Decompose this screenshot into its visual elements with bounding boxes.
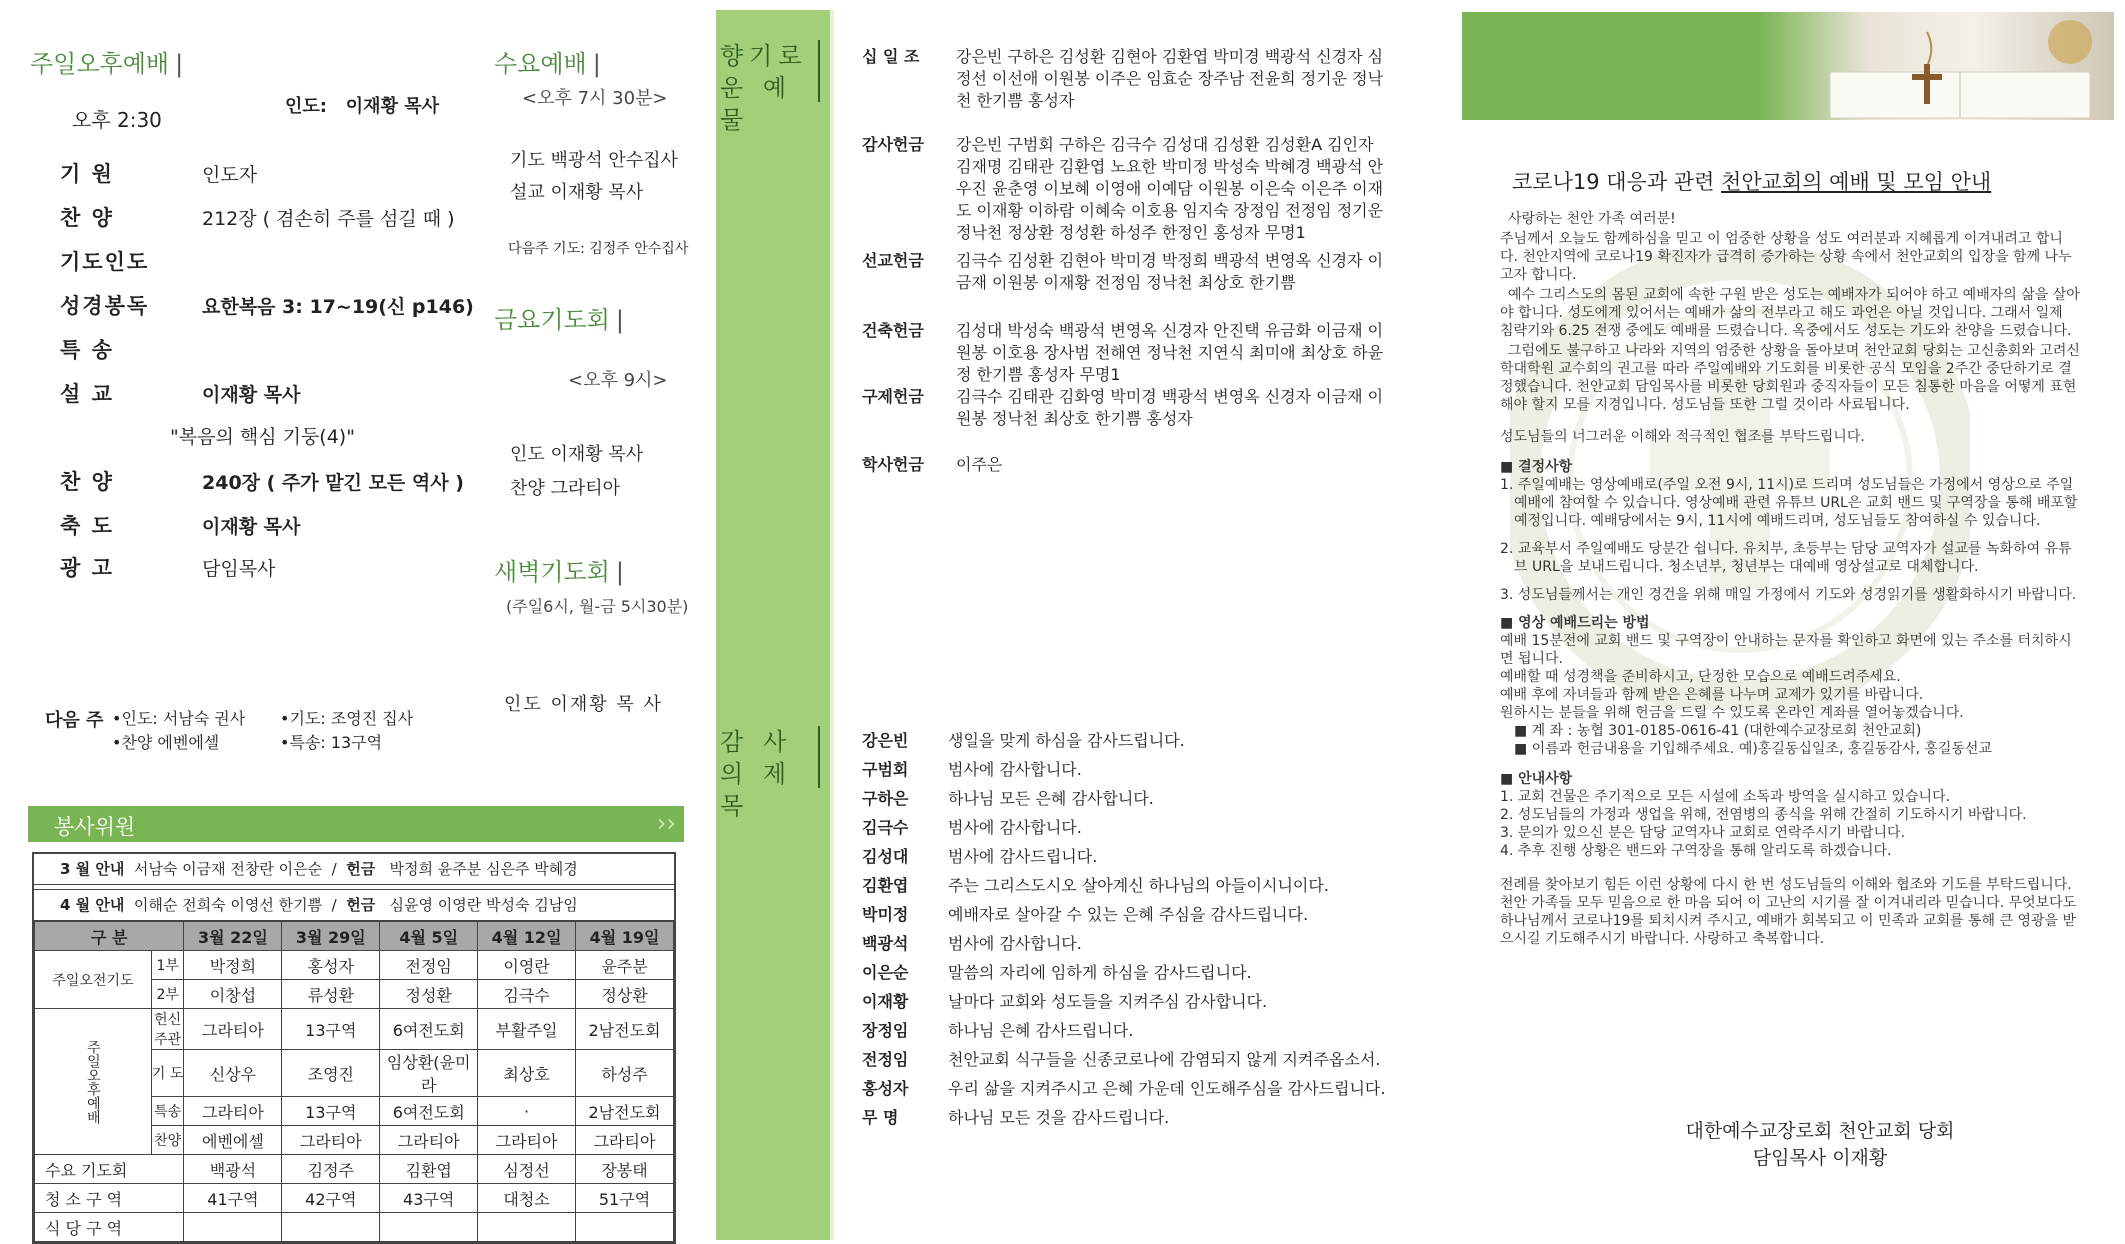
wednesday-next-prayer: 다음주 기도: 김정주 안수집사 [508,241,689,257]
offering-section-title: 향기로운 예 물 [720,42,808,134]
order-label: 찬 양 [60,470,114,494]
order-label: 찬 양 [60,206,114,230]
table-cell: 이창섭 [184,980,282,1009]
thanks-name: 김환엽 [862,876,909,895]
table-cell: 전정임 [380,951,478,980]
guide-title: ■ 안내사항 [1500,771,1573,787]
march-names: 서남숙 이금재 전창란 이은순 [133,860,323,878]
order-row [60,202,455,232]
march-label: 3 월 안내 [60,860,125,878]
next-week-leader: •인도: 서남숙 권사 [112,709,246,728]
thanks-text: 주는 그리스도시오 살아계신 하나님의 아들이시니이다. [948,876,1329,895]
dawn-title: 새벽기도회 | [494,558,625,586]
signature-pastor: 담임목사 이재황 [1752,1147,1888,1169]
april-label: 4 월 안내 [60,896,125,914]
wednesday-sermon: 설교 이재황 목사 [510,182,644,203]
table-cell: 그라티아 [184,1097,282,1126]
april-names: 이해순 전희숙 이영선 한기쁨 [133,896,323,914]
order-row [60,158,257,188]
table-cell: 이영란 [478,951,576,980]
row-sub-label: 1부 [151,951,184,980]
notice-body [1500,210,2080,948]
table-row [35,1155,674,1184]
table-cell [282,1213,380,1242]
offering-type: 학사헌금 [862,455,924,474]
table-cell: 조영진 [282,1050,380,1097]
thanks-text: 범사에 감사합니다. [948,760,1082,779]
sunday-pm-title-text: 주일오후예배 [30,50,170,78]
table-row [35,1009,674,1050]
thanks-name: 강은빈 [862,731,909,750]
table-cell: 2남전도회 [576,1097,674,1126]
dawn-leader: 인도 이재황 목 사 [504,694,663,715]
guide-item: 4. 추후 진행 상황은 밴드와 구역장을 통해 알리도록 하겠습니다. [1500,843,1892,859]
march-guide-row: 3 월 안내 서남숙 이금재 전창란 이은순 / 헌금 박정희 윤주분 심은주 박혜경 [34,854,674,885]
next-week-label: 다음 주 [45,710,104,731]
row-group-label: 주일오전기도 [35,951,152,1009]
order-row [60,378,300,408]
thanks-name: 이재황 [862,992,909,1011]
notice-paragraph: 그럼에도 불구하고 나라와 지역의 엄중한 상황을 돌아보며 천안교회 당회는 고신총회와 고려신학대학원 교수회의 권고를 따라 주일예배와 기도회를 비롯한 공식 모임을 2주간 중단하기로 결정했습니다. 천안교회 담임목사를 비롯한 당회원과 중직자들이 모든 침통한 마음을 어떻게 표현해야 할지 모를 지경입니다. 성도님들 또한 그럴 것이라 사료됩니다. [1500,343,2080,413]
notice-title-underlined: 천안교회의 예배 및 모임 안내 [1721,170,1992,194]
decision-item: 2. 교육부서 주일예배도 당분간 쉽니다. 유치부, 초등부는 담당 교역자가 설교를 녹화하여 유튜브 URL을 보내드립니다. 청소년부, 청년부는 대예배 영상설교로 대체합니다. [1500,541,2072,575]
dawn-time: (주일6시, 월-금 5시30분) [506,597,689,616]
thanks-row [862,989,1267,1012]
decision-title: ■ 결정사항 [1500,459,1573,475]
guide-item: 2. 성도님들의 가정과 생업을 위해, 전염병의 종식을 위해 간절히 기도하시기 바랍니다. [1500,807,2027,823]
table-cell: 하성주 [576,1050,674,1097]
offering-names: 김성대 박성숙 백광석 변영옥 신경자 안진택 유금화 이금재 이원봉 이호용 장사범 전해연 정낙천 지연식 최미애 최상호 하윤정 한기쁨 홍성자 무명1 [956,321,1384,384]
row-sub-label: 찬양 [151,1126,184,1155]
offering-title-bar [818,40,820,102]
thanks-text: 생일을 맞게 하심을 감사드립니다. [948,731,1185,750]
april-offering: 심윤영 이영란 박성숙 김남임 [389,896,578,914]
wednesday-time: <오후 7시 30분> [522,88,668,109]
table-cell: 김환엽 [380,1155,478,1184]
table-row [35,1184,674,1213]
volunteers-table-wrap [32,852,676,1244]
signature [1620,1116,2020,1170]
row-sub-label: 헌신주관 [151,1009,184,1050]
table-cell: 42구역 [282,1184,380,1213]
table-cell: 그라티아 [282,1126,380,1155]
bible-cross-icon [1760,12,2114,120]
table-cell: 그라티아 [478,1126,576,1155]
table-cell: 대청소 [478,1184,576,1213]
order-row [170,422,355,449]
table-cell [478,1213,576,1242]
table-cell: 그라티아 [184,1009,282,1050]
friday-title: 금요기도회 | [494,306,625,334]
order-label: 기 원 [60,162,114,186]
offering-type: 건축헌금 [862,321,924,340]
thanks-row [862,757,1082,780]
method-item: ■ 계 좌 : 농협 301-0185-0616-41 (대한예수교장로회 천안교회) [1514,723,1922,739]
offering-names: 강은빈 구하은 김성환 김현아 김환엽 박미경 백광석 신경자 심정선 이선애 이원봉 이주은 임효순 장주남 전윤희 정기운 정낙천 한기쁨 홍성자 [956,47,1384,110]
friday-time: <오후 9시> [568,370,668,391]
march-offering-label: 헌금 [346,860,376,878]
table-cell [380,1213,478,1242]
table-cell: 에벤에셀 [184,1126,282,1155]
thanks-text: 예배자로 살아갈 수 있는 은혜 주심을 감사드립니다. [948,905,1309,924]
volunteers-table [34,921,674,1242]
table-cell: 그라티아 [380,1126,478,1155]
offering-type: 선교헌금 [862,251,924,270]
thanks-text: 범사에 감사합니다. [948,934,1082,953]
next-week-prayer: •기도: 조영진 집사 [280,709,414,728]
thanks-row [862,786,1154,809]
order-label: 성경봉독 [60,294,150,318]
thanks-row [862,902,1308,925]
table-cell: · [478,1097,576,1126]
table-cell: 신상우 [184,1050,282,1097]
thanks-text: 날마다 교회와 성도들을 지켜주심 감사합니다. [948,992,1268,1011]
method-item: 예배 15분전에 교회 밴드 및 구역장이 안내하는 문자를 확인하고 화면에 있는 주소를 터치하시면 됩니다. [1500,633,2072,667]
table-header-cell: 4월 19일 [576,922,674,951]
table-cell: 정상환 [576,980,674,1009]
table-header-cell: 3월 29일 [282,922,380,951]
thanks-row [862,728,1185,751]
table-cell: 심정선 [478,1155,576,1184]
offering-type: 구제헌금 [862,387,924,406]
order-value: 요한복음 3: 17~19(신 p146) [202,296,474,318]
thanks-row [862,844,1097,867]
sunday-pm-leader [285,92,439,118]
table-cell: 13구역 [282,1009,380,1050]
decision-item: 3. 성도님들께서는 개인 경건을 위해 매일 가정에서 기도와 성경읽기를 생활화하시기 바랍니다. [1500,587,2077,603]
method-item: 원하시는 분들을 위해 헌금을 드릴 수 있도록 온라인 계좌를 열어놓겠습니다. [1500,705,1964,721]
table-row [35,1213,674,1242]
order-value: 인도자 [202,164,258,186]
april-guide-row: 4 월 안내 이해순 전희숙 이영선 한기쁨 / 헌금 심윤영 이영란 박성숙 김남임 [34,889,674,921]
table-header-cell: 4월 5일 [380,922,478,951]
april-offering-label: 헌금 [346,896,376,914]
method-item: ■ 이름과 헌금내용을 기입해주세요. 예)홍길동십일조, 홍길동감사, 홍길동선교 [1514,741,1992,757]
thanks-name: 무 명 [862,1108,899,1127]
chevron-right-icon: ›› [656,809,676,837]
table-cell: 윤주분 [576,951,674,980]
table-cell: 정성환 [380,980,478,1009]
friday-leader: 인도 이재황 목사 [510,444,644,465]
next-week-special: •특송: 13구역 [280,733,383,752]
thanks-text: 말씀의 자리에 임하게 하심을 감사드립니다. [948,963,1252,982]
thanks-row [862,1076,1385,1099]
table-cell: 2남전도회 [576,1009,674,1050]
table-cell: 류성환 [282,980,380,1009]
dawn-title-text: 새벽기도회 [494,558,610,586]
thanks-title-bar [818,726,820,788]
leader-label: 인도: [285,96,327,117]
offering-type: 감사헌금 [862,135,924,154]
method-item: 예배 후에 자녀들과 함께 받은 은혜를 나누며 교제가 있기를 바랍니다. [1500,687,1924,703]
order-row [60,552,275,582]
order-value: 이재황 목사 [202,384,301,406]
order-label: 특 송 [60,338,114,362]
thanks-row [862,815,1082,838]
offering-names: 김극수 김성환 김현아 박미경 박정희 백광석 변영옥 신경자 이금재 이원봉 이재황 전정임 정낙천 최상호 한기쁨 [956,251,1384,292]
thanks-name: 이은순 [862,963,909,982]
sunday-pm-time: 오후 2:30 [72,108,162,132]
left-panel [0,0,700,1240]
thanks-name: 구하은 [862,789,909,808]
table-cell: 임상환(윤미라 [380,1050,478,1097]
thanks-text: 천안교회 식구들을 신종코로나에 감염되지 않게 지켜주옵소서. [948,1050,1381,1069]
order-label: 기도인도 [60,250,150,274]
table-cell [184,1213,282,1242]
notice-paragraph: 성도님들의 너그러운 이해와 적극적인 협조를 부탁드립니다. [1500,429,1865,445]
notice-paragraph: 사랑하는 천안 가족 여러분! [1508,211,1676,227]
table-cell: 부활주일 [478,1009,576,1050]
order-value: 담임목사 [202,558,276,580]
table-cell: 41구역 [184,1184,282,1213]
table-cell: 그라티아 [576,1126,674,1155]
table-header-cell: 3월 22일 [184,922,282,951]
order-row [60,290,474,320]
decision-item: 1. 주일예배는 영상예배로(주일 오전 9시, 11시)로 드리며 성도님들은 가정에서 영상으로 주일예배에 참여할 수 있습니다. 영상예배 관련 유튜브 URL은 교회 밴드 및 구역장을 통해 배포할 예정입니다. 예배당에서는 9시, 11시에 예배드리며, 성도님들도 참여하실 수 있습니다. [1500,477,2078,529]
friday-praise: 찬양 그라티아 [510,478,621,499]
table-cell: 홍성자 [282,951,380,980]
thanks-section-title: 감 사 의 제 목 [720,728,792,820]
wednesday-title-text: 수요예배 [494,50,587,78]
row-label: 청 소 구 역 [35,1184,184,1213]
thanks-row [862,1018,1133,1041]
thanks-name: 장정임 [862,1021,909,1040]
thanks-text: 범사에 감사합니다. [948,818,1082,837]
offering-names: 이주은 [956,455,1003,474]
thanks-name: 구범회 [862,760,909,779]
thanks-row [862,1047,1380,1070]
volunteers-banner [28,806,684,842]
order-value: 240장 ( 주가 맡긴 모든 역사 ) [202,472,464,494]
row-group-label: 주일오후예배 [35,1009,152,1155]
next-week-praise: •찬양 에벤에셀 [112,733,220,752]
sunday-pm-title: 주일오후예배 | [30,50,184,78]
order-value: 212장 ( 겸손히 주를 섬길 때 ) [202,208,455,230]
thanks-name: 백광석 [862,934,909,953]
offering-names: 김극수 김태관 김화영 박미경 백광석 변영옥 신경자 이금재 이원봉 정낙천 최상호 한기쁨 홍성자 [956,387,1384,428]
table-cell: 6여전도회 [380,1097,478,1126]
row-label: 수요 기도회 [35,1155,184,1184]
notice-title [1512,166,1991,196]
notice-title-prefix: 코로나19 대응과 관련 [1512,170,1722,194]
closing-paragraph: 전례를 찾아보기 힘든 이런 상황에 다시 한 번 성도님들의 이해와 협조와 기도를 부탁드립니다. 천안 가족들 모두 믿음으로 한 마음 되어 이 고난의 시기를 잘 이겨내리라 믿습니다. 무엇보다도 하나님께서 코로나19를 퇴치시켜 주시고, 예배가 회복되고 이 민족과 교회를 통해 큰 영광을 받으시길 기도해주시기 바랍니다. 사랑하고 축복합니다. [1500,877,2077,947]
method-item: 예배할 때 성경책을 준비하시고, 단정한 모습으로 예배드려주세요. [1500,669,1901,685]
march-offering: 박정희 윤주분 심은주 박혜경 [389,860,578,878]
notice-paragraph: 주님께서 오늘도 함께하심을 믿고 이 엄중한 상황을 성도 여러분과 지혜롭게 이겨내려고 합니다. 천안지역에 코로나19 확진자가 급격히 증가하는 상황 속에서 천안교회의 입장을 함께 나누고자 합니다. [1500,231,2072,283]
thanks-text: 하나님 모든 것을 감사드립니다. [948,1108,1170,1127]
thanks-row [862,931,1082,954]
table-cell: 김극수 [478,980,576,1009]
thanks-text: 우리 삶을 지켜주시고 은혜 가운데 인도해주심을 감사드립니다. [948,1079,1386,1098]
table-header-row [35,922,674,951]
order-label: 설 교 [60,382,114,406]
volunteers-title: 봉사위원 [54,815,136,839]
row-sub-label: 2부 [151,980,184,1009]
order-row [60,466,464,496]
thanks-text: 범사에 감사드립니다. [948,847,1098,866]
table-cell [576,1213,674,1242]
offering-type: 십 일 조 [862,47,920,66]
wednesday-prayer: 기도 백광석 안수집사 [510,150,678,171]
leader-name: 이재황 목사 [345,96,440,117]
notice-paragraph: 예수 그리스도의 몸된 교회에 속한 구원 받은 성도는 예배자가 되어야 하고 예배자의 삶을 살아야 합니다. 성도에게 있어서는 예배가 삶의 전부라고 해도 과언은 아닐 것입니다. 그래서 일제 침략기와 6.25 전쟁 중에도 예배를 드렸습니다. 옥중에서도 성도는 기도와 찬양을 드렸습니다. [1500,287,2080,339]
row-label: 식 당 구 역 [35,1213,184,1242]
thanks-row [862,1105,1169,1128]
method-title: ■ 영상 예배드리는 방법 [1500,615,1650,631]
table-cell: 43구역 [380,1184,478,1213]
friday-title-text: 금요기도회 [494,306,610,334]
order-value: 이재황 목사 [202,516,301,538]
thanks-name: 박미정 [862,905,909,924]
order-row [60,246,202,276]
table-cell: 백광석 [184,1155,282,1184]
thanks-text: 하나님 은혜 감사드립니다. [948,1021,1134,1040]
wednesday-title: 수요예배 | [494,50,601,78]
table-header-cell: 구 분 [35,922,184,951]
table-header-cell: 4월 12일 [478,922,576,951]
row-sub-label: 특송 [151,1097,184,1126]
offering-names: 강은빈 구범회 구하은 김극수 김성대 김성환 김성환A 김인자 김재명 김태관 김환엽 노요한 박미정 박성숙 박혜경 백광석 안우진 윤춘영 이보혜 이영애 이예담 이원봉 이은숙 이은주 이재도 이재황 이하람 이혜숙 이호용 임지숙 장정임 전정임 정기운 정낙천 정상환 정성환 하성주 한정인 홍성자 무명1 [956,135,1384,242]
thanks-name: 홍성자 [862,1079,909,1098]
row-sub-label: 기 도 [151,1050,184,1097]
order-value: "복음의 핵심 기둥(4)" [170,426,355,448]
order-row [60,334,202,364]
thanks-row [862,960,1252,983]
table-cell: 김정주 [282,1155,380,1184]
order-label: 광 고 [60,556,114,580]
order-label: 축 도 [60,514,114,538]
table-cell: 51구역 [576,1184,674,1213]
thanks-name: 김극수 [862,818,909,837]
thanks-name: 전정임 [862,1050,909,1069]
guide-item: 1. 교회 건물은 주기적으로 모든 시설에 소독과 방역을 실시하고 있습니다. [1500,789,1951,805]
thanks-name: 김성대 [862,847,909,866]
signature-church: 대한예수교장로회 천안교회 당회 [1685,1120,1955,1142]
table-cell: 박정희 [184,951,282,980]
middle-green-sidebar [716,10,830,1240]
thanks-text: 하나님 모든 은혜 감사합니다. [948,789,1154,808]
table-row [35,951,674,980]
table-cell: 장봉태 [576,1155,674,1184]
thanks-row [862,873,1329,896]
table-cell: 13구역 [282,1097,380,1126]
order-row [60,510,300,540]
sidebar-edge [830,10,834,1240]
bible-image [1760,12,2114,120]
guide-item: 3. 문의가 있으신 분은 담당 교역자나 교회로 연락주시기 바랍니다. [1500,825,1906,841]
table-cell: 6여전도회 [380,1009,478,1050]
table-cell: 최상호 [478,1050,576,1097]
